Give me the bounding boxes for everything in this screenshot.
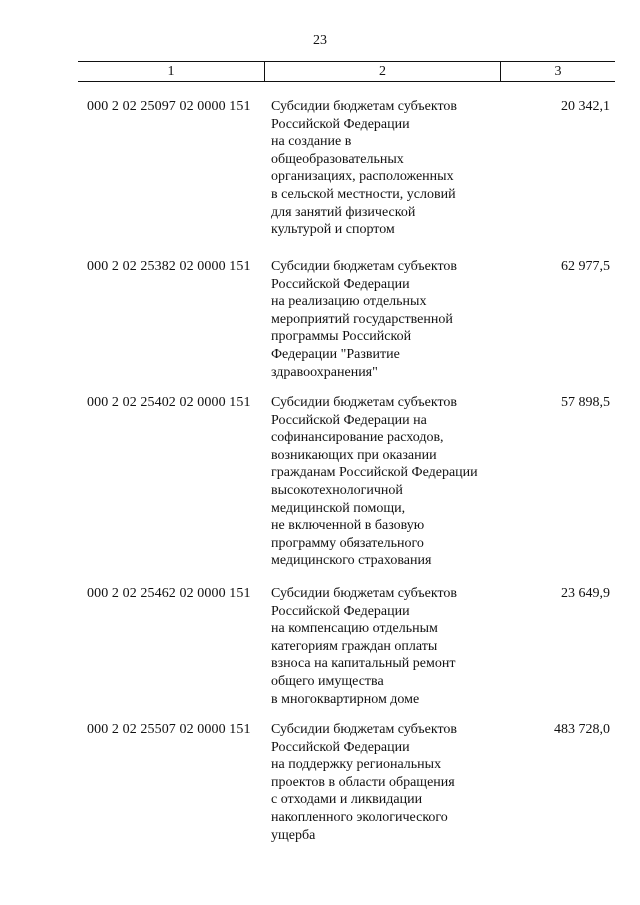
- row-amount: 57 898,5: [561, 395, 610, 410]
- page-number: 23: [313, 33, 327, 48]
- table-row: [0, 721, 640, 861]
- row-description: Субсидии бюджетам субъектов Российской Федерации на создание в общеобразовательных организациях, расположенных в сельской местности, условий для занятий физической культурой и спортом: [271, 99, 458, 238]
- budget-code: 000 2 02 25402 02 0000 151: [87, 395, 251, 410]
- table-row: [0, 394, 640, 585]
- row-description: Субсидии бюджетам субъектов Российской Федерации на реализацию отдельных мероприятий государственной программы Российской Федерации "Развитие здравоохранения": [271, 259, 458, 380]
- table-row: [0, 98, 640, 258]
- budget-code: 000 2 02 25382 02 0000 151: [87, 259, 251, 274]
- table-row: [0, 585, 640, 721]
- row-description: Субсидии бюджетам субъектов Российской Федерации на софинансирование расходов, возникающих при оказании гражданам Российской Федерации высокотехнологичной медицинской помощи, не включенной в базовую программу обязательного медицинского страхования: [271, 395, 478, 569]
- row-description: Субсидии бюджетам субъектов Российской Федерации на компенсацию отдельным категориям граждан оплаты взноса на капитальный ремонт общего имущества в многоквартирном доме: [271, 586, 458, 707]
- row-amount: 23 649,9: [561, 586, 610, 601]
- header-col-1: 1: [167, 63, 175, 79]
- row-amount: 62 977,5: [561, 259, 610, 274]
- budget-code: 000 2 02 25097 02 0000 151: [87, 99, 251, 114]
- budget-code: 000 2 02 25462 02 0000 151: [87, 586, 251, 601]
- row-description: Субсидии бюджетам субъектов Российской Федерации на поддержку региональных проектов в области обращения с отходами и ликвидации накопленного экологического ущерба: [271, 722, 458, 843]
- table-body: [0, 98, 640, 861]
- header-col-2: 2: [264, 62, 501, 81]
- budget-code: 000 2 02 25507 02 0000 151: [87, 722, 251, 737]
- header-col-3: 3: [554, 63, 562, 79]
- table-header: [78, 61, 615, 82]
- table-row: [0, 258, 640, 394]
- row-amount: 483 728,0: [554, 722, 610, 737]
- row-amount: 20 342,1: [561, 99, 610, 114]
